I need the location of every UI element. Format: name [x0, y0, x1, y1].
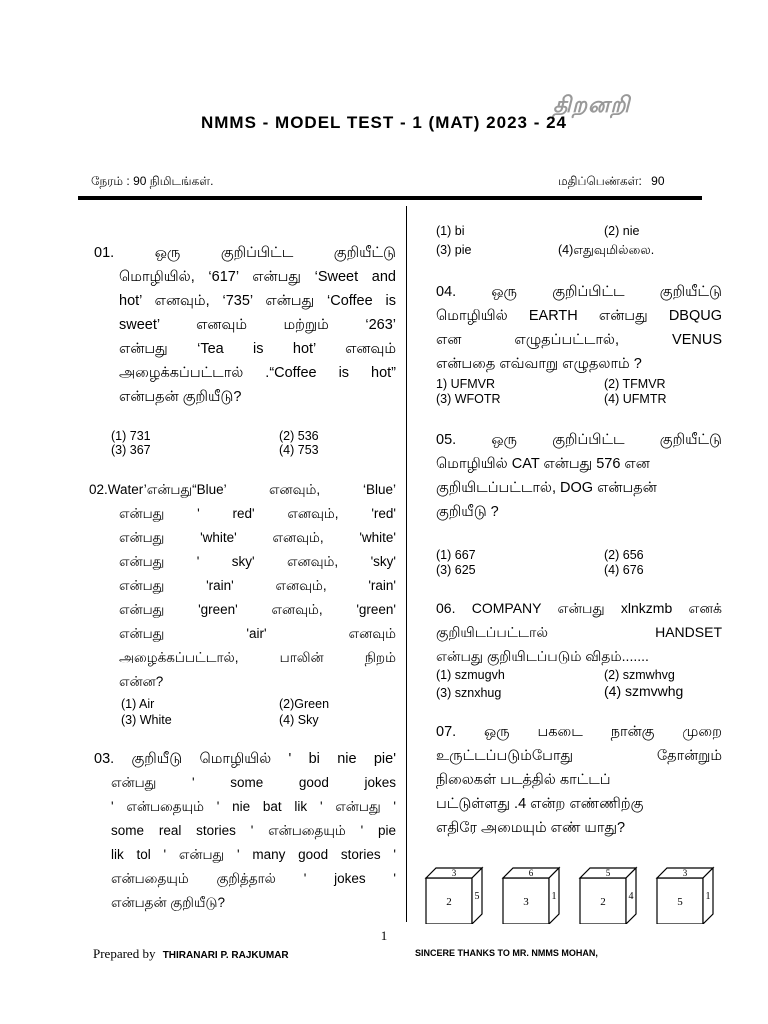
- q1-option-3: (3) 367: [111, 443, 151, 457]
- dice-cube: [503, 868, 559, 924]
- question-1-body: [119, 265, 396, 409]
- dice-side-value: 1: [551, 891, 557, 902]
- header-rule: [78, 196, 702, 200]
- dice-top-value: 5: [605, 868, 611, 878]
- q1-option-2: (2) 536: [279, 429, 319, 443]
- dice-top-value: 6: [528, 868, 534, 878]
- question-2: [89, 478, 396, 502]
- marks-label: [558, 174, 665, 190]
- dice-front-value: 2: [600, 896, 606, 908]
- q5-option-2: (2) 656: [604, 548, 644, 562]
- dice-cube: [580, 868, 636, 924]
- q4-line: என எழுதப்பட்டால், VENUS: [436, 332, 722, 348]
- prepared-by: [93, 946, 289, 962]
- q6-line: என்பது குறியிடப்படும் விதம்.......: [436, 648, 649, 664]
- column-divider: [406, 206, 407, 922]
- q4-line: 04. ஒரு குறிப்பிட்ட குறியீட்டு: [436, 284, 722, 300]
- time-label: நேரம் : 90 நிமிடங்கள்.: [91, 174, 214, 188]
- dice-front-value: 3: [523, 896, 529, 908]
- prepared-by-label: Prepared by: [93, 946, 156, 961]
- question-3-body: [111, 771, 396, 915]
- marks-label-text: மதிப்பெண்கள்:: [558, 174, 642, 188]
- q7-line: எதிரே அமையும் எண் யாது?: [436, 820, 626, 836]
- q4-line: மொழியில் EARTH என்பது DBQUG: [436, 308, 722, 324]
- page-number: 1: [380, 928, 388, 943]
- dice-side-value: 1: [705, 891, 711, 902]
- dice-cube: [657, 868, 713, 924]
- q2-option-4: (4) Sky: [279, 713, 319, 727]
- q3-line: some real stories ' என்பதையும் ' pie: [111, 823, 396, 838]
- q6-option-4: (4) szmvwhg: [604, 683, 684, 699]
- q1-line: மொழியில், ‘617’ என்பது ‘Sweet and: [119, 269, 396, 285]
- q5-option-4: (4) 676: [604, 563, 644, 577]
- q2-line: என்பது 'air' எனவும்: [119, 626, 396, 641]
- q3-option-2: (2) nie: [604, 224, 640, 238]
- q2-line: என்பது ' red' எனவும், 'red': [119, 506, 396, 521]
- q3-line: என்பது ' some good jokes: [111, 775, 396, 790]
- q3-line: 03. குறியீடு மொழியில் ' bi nie pie': [94, 751, 396, 767]
- thanks-note: SINCERE THANKS TO MR. NMMS MOHAN,: [415, 948, 598, 958]
- dice-side-value: 5: [474, 891, 480, 902]
- q5-line: மொழியில் CAT என்பது 576 என: [436, 456, 650, 472]
- q7-line: 07. ஒரு பகடை நான்கு முறை: [436, 724, 722, 740]
- q2-line: என்பது 'green' எனவும், 'green': [119, 602, 396, 617]
- q2-line: என்பது ' sky' எனவும், 'sky': [119, 554, 396, 569]
- q2-line: என்ன?: [119, 674, 164, 689]
- q1-line: என்பதன் குறியீடு?: [119, 389, 242, 405]
- logo: திறனறி: [553, 92, 631, 117]
- question-1: [94, 241, 396, 265]
- q3-line: என்பதையும் குறித்தால் ' jokes ': [111, 871, 396, 886]
- q6-line: குறியிடப்பட்டால் HANDSET: [436, 624, 722, 640]
- q4-option-4: (4) UFMTR: [604, 392, 667, 406]
- q1-line: என்பது ‘Tea is hot’ எனவும்: [119, 341, 396, 357]
- question-6: [436, 596, 722, 668]
- dice-cube: [426, 868, 482, 924]
- dice-top-value: 3: [451, 868, 457, 878]
- q5-line: குறியீடு ?: [436, 504, 499, 520]
- q2-option-2: (2)Green: [279, 697, 330, 711]
- q4-option-3: (3) WFOTR: [436, 392, 501, 406]
- q3-line: lik tol ' என்பது ' many good stories ': [111, 847, 396, 862]
- q6-option-1: (1) szmugvh: [436, 668, 505, 682]
- q6-option-2: (2) szmwhvg: [604, 668, 675, 682]
- q3-option-1: (1) bi: [436, 224, 465, 238]
- question-7: [436, 720, 722, 840]
- q7-line: பட்டுள்ளது .4 என்ற எண்ணிற்கு: [436, 796, 644, 812]
- q5-option-3: (3) 625: [436, 563, 476, 577]
- author-name: THIRANARI P. RAJKUMAR: [162, 950, 289, 961]
- question-5: [436, 428, 722, 524]
- q7-line: நிலைகள் படத்தில் காட்டப்: [436, 772, 611, 788]
- q1-option-1: (1) 731: [111, 429, 151, 443]
- q3-line: ' என்பதையும் ' nie bat lik ' என்பது ': [111, 799, 396, 814]
- dice-figure: [424, 866, 724, 924]
- q6-option-3: (3) sznxhug: [436, 686, 502, 700]
- q3-option-4: (4)எதுவுமில்லை.: [558, 243, 655, 257]
- q2-option-3: (3) White: [121, 713, 172, 727]
- q3-option-3: (3) pie: [436, 243, 472, 257]
- q2-line: என்பது 'white' எனவும், 'white': [119, 530, 396, 545]
- q2-line: என்பது 'rain' எனவும், 'rain': [119, 578, 396, 593]
- q1-option-4: (4) 753: [279, 443, 319, 457]
- question-4: [436, 280, 722, 376]
- question-3: [94, 747, 396, 771]
- q2-line: 02.Water’என்பது“Blue’ எனவும், ‘Blue’: [89, 482, 396, 497]
- q4-option-1: 1) UFMVR: [436, 377, 496, 391]
- q1-line: அழைக்கப்பட்டால் .“Coffee is hot”: [119, 365, 396, 381]
- dice-front-value: 2: [446, 896, 452, 908]
- dice-side-value: 4: [628, 891, 634, 902]
- q1-line: hot’ எனவும், ‘735’ என்பது ‘Coffee is: [119, 293, 396, 309]
- q7-line: உருட்டப்படும்போது தோன்றும்: [436, 748, 722, 764]
- dice-front-value: 5: [677, 896, 683, 908]
- q4-line: என்பதை எவ்வாறு எழுதலாம் ?: [436, 356, 642, 372]
- q3-line: என்பதன் குறியீடு?: [111, 895, 225, 910]
- page-title: NMMS - MODEL TEST - 1 (MAT) 2023 - 24: [200, 113, 568, 132]
- q5-option-1: (1) 667: [436, 548, 476, 562]
- q2-line: அழைக்கப்பட்டால், பாலின் நிறம்: [119, 650, 396, 665]
- q2-option-1: (1) Air: [121, 697, 155, 711]
- q1-line: sweet’ எனவும் மற்றும் ‘263’: [119, 317, 396, 333]
- q5-line: 05. ஒரு குறிப்பிட்ட குறியீட்டு: [436, 432, 722, 448]
- question-2-body: [119, 502, 396, 694]
- marks-value: 90: [651, 174, 665, 188]
- q4-option-2: (2) TFMVR: [604, 377, 666, 391]
- q5-line: குறியிடப்பட்டால், DOG என்பதன்: [436, 480, 657, 496]
- dice-top-value: 3: [682, 868, 688, 878]
- q6-line: 06. COMPANY என்பது xlnkzmb எனக்: [436, 600, 722, 616]
- q1-line: 01. ஒரு குறிப்பிட்ட குறியீட்டு: [94, 245, 396, 261]
